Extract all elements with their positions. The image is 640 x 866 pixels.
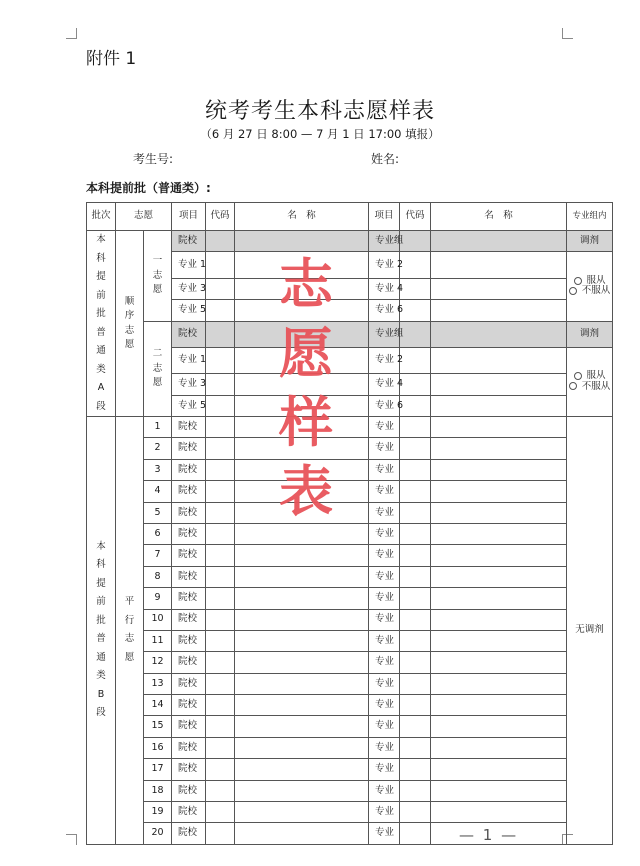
major-name-cell[interactable] bbox=[431, 609, 567, 630]
header-batch: 批次 bbox=[87, 203, 116, 231]
college-item-label: 院校 bbox=[172, 673, 206, 694]
major-group-item-label: 专业组 bbox=[369, 231, 400, 252]
college-item-label: 院校 bbox=[172, 759, 206, 780]
choice-order-cell bbox=[144, 231, 172, 322]
header-name-2: 名 称 bbox=[431, 203, 567, 231]
choice-number: 2 bbox=[144, 438, 172, 459]
major-item-label: 专业 4 bbox=[369, 278, 400, 299]
major-code-cell[interactable] bbox=[400, 278, 431, 299]
major-name-cell[interactable] bbox=[431, 438, 567, 459]
major-name-cell[interactable] bbox=[431, 673, 567, 694]
college-item-label: 院校 bbox=[172, 231, 206, 252]
college-item-label: 院校 bbox=[172, 566, 206, 587]
choice-number: 10 bbox=[144, 609, 172, 630]
college-item-label: 院校 bbox=[172, 609, 206, 630]
major-item-label: 专业 bbox=[369, 523, 400, 544]
major-code-cell[interactable] bbox=[206, 347, 235, 373]
choice-number: 8 bbox=[144, 566, 172, 587]
major-code-cell[interactable] bbox=[400, 652, 431, 673]
major-name-cell[interactable] bbox=[431, 502, 567, 523]
college-item-label: 院校 bbox=[172, 545, 206, 566]
major-code-cell[interactable] bbox=[400, 823, 431, 844]
b-choice-row bbox=[87, 802, 613, 823]
b-choice-row bbox=[87, 523, 613, 544]
college-code-cell[interactable] bbox=[206, 545, 235, 566]
crop-mark-bottom-left bbox=[66, 834, 77, 845]
major-code-cell[interactable] bbox=[400, 759, 431, 780]
major-name-cell[interactable] bbox=[431, 716, 567, 737]
college-name-cell[interactable] bbox=[235, 652, 369, 673]
major-item-label: 专业 4 bbox=[369, 374, 400, 395]
major-item-label: 专业 1 bbox=[172, 347, 206, 373]
choice-number: 13 bbox=[144, 673, 172, 694]
college-item-label: 院校 bbox=[172, 459, 206, 480]
college-item-label: 院校 bbox=[172, 502, 206, 523]
major-code-cell[interactable] bbox=[400, 395, 431, 416]
choice-number: 4 bbox=[144, 481, 172, 502]
college-item-label: 院校 bbox=[172, 523, 206, 544]
major-code-cell[interactable] bbox=[400, 566, 431, 587]
college-code-cell[interactable] bbox=[206, 502, 235, 523]
section-a-batch-cell bbox=[87, 231, 116, 417]
college-name-cell[interactable] bbox=[235, 609, 369, 630]
adjust-options-cell bbox=[567, 252, 613, 321]
choice-number: 12 bbox=[144, 652, 172, 673]
major-code-cell[interactable] bbox=[400, 523, 431, 544]
choice-number: 7 bbox=[144, 545, 172, 566]
college-code-cell[interactable] bbox=[206, 321, 235, 347]
major-item-label: 专业 bbox=[369, 630, 400, 651]
b-choice-row bbox=[87, 759, 613, 780]
major-name-cell[interactable] bbox=[431, 652, 567, 673]
major-code-cell[interactable] bbox=[400, 252, 431, 278]
college-item-label: 院校 bbox=[172, 417, 206, 438]
choice-number: 18 bbox=[144, 780, 172, 801]
major-code-cell[interactable] bbox=[400, 673, 431, 694]
major-code-cell[interactable] bbox=[400, 481, 431, 502]
major-group-code-cell[interactable] bbox=[400, 231, 431, 252]
major-name-cell[interactable] bbox=[431, 802, 567, 823]
b-choice-row bbox=[87, 673, 613, 694]
major-name-cell[interactable] bbox=[431, 780, 567, 801]
college-code-cell[interactable] bbox=[206, 438, 235, 459]
major-item-label: 专业 bbox=[369, 695, 400, 716]
major-item-label: 专业 bbox=[369, 652, 400, 673]
major-item-label: 专业 bbox=[369, 481, 400, 502]
b-choice-row bbox=[87, 716, 613, 737]
college-name-cell[interactable] bbox=[235, 802, 369, 823]
college-code-cell[interactable] bbox=[206, 481, 235, 502]
b-choice-row bbox=[87, 630, 613, 651]
choice-number: 5 bbox=[144, 502, 172, 523]
header-item: 项目 bbox=[172, 203, 206, 231]
college-name-cell[interactable] bbox=[235, 231, 369, 252]
major-name-cell[interactable] bbox=[431, 523, 567, 544]
watermark-stamp: 志愿样表 bbox=[279, 253, 333, 523]
major-name-cell[interactable] bbox=[431, 252, 567, 278]
adjust-option-decline[interactable] bbox=[567, 286, 612, 296]
adjust-option-label: 不服从 bbox=[581, 380, 611, 392]
major-item-label: 专业 bbox=[369, 802, 400, 823]
adjust-header-label: 调剂 bbox=[567, 231, 613, 252]
adjust-option-label: 服从 bbox=[586, 275, 606, 287]
major-item-label: 专业 bbox=[369, 438, 400, 459]
college-item-label: 院校 bbox=[172, 630, 206, 651]
choice-order-label: 一志愿 bbox=[152, 255, 163, 295]
major-item-label: 专业 bbox=[369, 502, 400, 523]
major-item-label: 专业 bbox=[369, 417, 400, 438]
major-item-label: 专业 3 bbox=[172, 278, 206, 299]
adjust-option-label: 不服从 bbox=[581, 285, 611, 297]
section-b-choice-type-cell bbox=[116, 417, 144, 845]
college-name-cell[interactable] bbox=[235, 737, 369, 758]
major-code-cell[interactable] bbox=[400, 417, 431, 438]
no-adjust-cell: 无调剂 bbox=[567, 417, 613, 845]
major-name-cell[interactable] bbox=[431, 759, 567, 780]
attachment-label: 附件 1 bbox=[86, 49, 137, 69]
radio-circle-icon[interactable] bbox=[569, 287, 577, 295]
major-item-label: 专业 3 bbox=[172, 374, 206, 395]
crop-mark-top-right bbox=[562, 28, 573, 39]
college-name-cell[interactable] bbox=[235, 566, 369, 587]
major-group-code-cell[interactable] bbox=[400, 321, 431, 347]
major-code-cell[interactable] bbox=[400, 459, 431, 480]
a-group-header-row bbox=[87, 231, 613, 252]
major-item-label: 专业 bbox=[369, 545, 400, 566]
college-code-cell[interactable] bbox=[206, 802, 235, 823]
college-code-cell[interactable] bbox=[206, 417, 235, 438]
college-item-label: 院校 bbox=[172, 737, 206, 758]
major-code-cell[interactable] bbox=[400, 737, 431, 758]
b-choice-row bbox=[87, 588, 613, 609]
major-name-cell[interactable] bbox=[431, 588, 567, 609]
choice-number: 6 bbox=[144, 523, 172, 544]
choice-order-label: 二志愿 bbox=[152, 348, 163, 388]
major-code-cell[interactable] bbox=[400, 588, 431, 609]
college-code-cell[interactable] bbox=[206, 231, 235, 252]
major-name-cell[interactable] bbox=[431, 395, 567, 416]
college-item-label: 院校 bbox=[172, 321, 206, 347]
college-item-label: 院校 bbox=[172, 716, 206, 737]
major-item-label: 专业 bbox=[369, 737, 400, 758]
college-item-label: 院校 bbox=[172, 802, 206, 823]
major-name-cell[interactable] bbox=[431, 630, 567, 651]
college-item-label: 院校 bbox=[172, 695, 206, 716]
crop-mark-top-left bbox=[66, 28, 77, 39]
major-name-cell[interactable] bbox=[431, 737, 567, 758]
major-code-cell[interactable] bbox=[400, 780, 431, 801]
college-code-cell[interactable] bbox=[206, 588, 235, 609]
major-group-name-cell[interactable] bbox=[431, 321, 567, 347]
major-item-label: 专业 5 bbox=[172, 395, 206, 416]
college-name-cell[interactable] bbox=[235, 545, 369, 566]
college-item-label: 院校 bbox=[172, 652, 206, 673]
college-code-cell[interactable] bbox=[206, 759, 235, 780]
major-name-cell[interactable] bbox=[431, 417, 567, 438]
b-choice-row bbox=[87, 609, 613, 630]
college-name-cell[interactable] bbox=[235, 780, 369, 801]
college-code-cell[interactable] bbox=[206, 609, 235, 630]
radio-circle-icon[interactable] bbox=[574, 277, 582, 285]
section-b-batch-cell bbox=[87, 417, 116, 845]
college-code-cell[interactable] bbox=[206, 823, 235, 844]
major-code-cell[interactable] bbox=[400, 438, 431, 459]
college-code-cell[interactable] bbox=[206, 652, 235, 673]
major-name-cell[interactable] bbox=[431, 300, 567, 321]
choice-number: 15 bbox=[144, 716, 172, 737]
major-code-cell[interactable] bbox=[400, 630, 431, 651]
college-item-label: 院校 bbox=[172, 780, 206, 801]
major-name-cell[interactable] bbox=[431, 545, 567, 566]
college-name-cell[interactable] bbox=[235, 759, 369, 780]
college-name-cell[interactable] bbox=[235, 695, 369, 716]
radio-circle-icon[interactable] bbox=[574, 372, 582, 380]
major-code-cell[interactable] bbox=[400, 609, 431, 630]
section-a-choice-type: 顺序志愿 bbox=[124, 295, 135, 350]
college-item-label: 院校 bbox=[172, 481, 206, 502]
major-item-label: 专业 bbox=[369, 716, 400, 737]
major-item-label: 专业 bbox=[369, 673, 400, 694]
header-code-2: 代码 bbox=[400, 203, 431, 231]
major-name-cell[interactable] bbox=[431, 566, 567, 587]
college-code-cell[interactable] bbox=[206, 523, 235, 544]
b-choice-row bbox=[87, 652, 613, 673]
adjust-options-cell bbox=[567, 347, 613, 416]
college-name-cell[interactable] bbox=[235, 523, 369, 544]
college-code-cell[interactable] bbox=[206, 673, 235, 694]
choice-number: 16 bbox=[144, 737, 172, 758]
major-item-label: 专业 5 bbox=[172, 300, 206, 321]
header-choice: 志愿 bbox=[116, 203, 172, 231]
radio-circle-icon[interactable] bbox=[569, 382, 577, 390]
choice-number: 17 bbox=[144, 759, 172, 780]
college-code-cell[interactable] bbox=[206, 716, 235, 737]
major-name-cell[interactable] bbox=[431, 347, 567, 373]
section-b-choice-type: 平行志愿 bbox=[124, 596, 135, 663]
major-item-label: 专业 1 bbox=[172, 252, 206, 278]
filing-period: （6 月 27 日 8:00 — 7 月 1 日 17:00 填报） bbox=[200, 127, 440, 141]
major-item-label: 专业 bbox=[369, 566, 400, 587]
adjust-option-decline[interactable] bbox=[567, 382, 612, 392]
college-code-cell[interactable] bbox=[206, 459, 235, 480]
choice-number: 11 bbox=[144, 630, 172, 651]
major-name-cell[interactable] bbox=[431, 374, 567, 395]
major-code-cell[interactable] bbox=[206, 395, 235, 416]
major-item-label: 专业 2 bbox=[369, 347, 400, 373]
college-code-cell[interactable] bbox=[206, 695, 235, 716]
major-code-cell[interactable] bbox=[400, 545, 431, 566]
major-name-cell[interactable] bbox=[431, 695, 567, 716]
header-name: 名 称 bbox=[235, 203, 369, 231]
choice-number: 19 bbox=[144, 802, 172, 823]
section-title: 本科提前批（普通类）: bbox=[86, 181, 211, 195]
major-item-label: 专业 2 bbox=[369, 252, 400, 278]
major-item-label: 专业 bbox=[369, 759, 400, 780]
major-code-cell[interactable] bbox=[206, 278, 235, 299]
adjust-option-label: 服从 bbox=[586, 370, 606, 382]
table-header-row bbox=[87, 203, 613, 231]
college-code-cell[interactable] bbox=[206, 566, 235, 587]
major-group-item-label: 专业组 bbox=[369, 321, 400, 347]
major-item-label: 专业 6 bbox=[369, 395, 400, 416]
choice-number: 20 bbox=[144, 823, 172, 844]
page-number: — 1 — bbox=[459, 826, 519, 844]
major-code-cell[interactable] bbox=[206, 300, 235, 321]
major-item-label: 专业 bbox=[369, 459, 400, 480]
college-item-label: 院校 bbox=[172, 588, 206, 609]
page-title: 统考考生本科志愿样表 bbox=[204, 99, 435, 124]
major-name-cell[interactable] bbox=[431, 481, 567, 502]
college-code-cell[interactable] bbox=[206, 630, 235, 651]
adjust-header-label: 调剂 bbox=[567, 321, 613, 347]
college-name-cell[interactable] bbox=[235, 630, 369, 651]
b-choice-row bbox=[87, 823, 613, 844]
choice-number: 3 bbox=[144, 459, 172, 480]
b-choice-row bbox=[87, 780, 613, 801]
major-code-cell[interactable] bbox=[400, 802, 431, 823]
major-code-cell[interactable] bbox=[400, 300, 431, 321]
college-item-label: 院校 bbox=[172, 823, 206, 844]
major-code-cell[interactable] bbox=[206, 252, 235, 278]
section-a-batch-label: 本科提前批普通类A段 bbox=[96, 234, 106, 412]
section-a-choice-type-cell bbox=[116, 231, 144, 417]
major-item-label: 专业 6 bbox=[369, 300, 400, 321]
major-code-cell[interactable] bbox=[400, 716, 431, 737]
major-name-cell[interactable] bbox=[431, 278, 567, 299]
major-name-cell[interactable] bbox=[431, 459, 567, 480]
college-code-cell[interactable] bbox=[206, 737, 235, 758]
section-b-batch-label: 本科提前批普通类B段 bbox=[96, 540, 106, 719]
exam-number-label: 考生号: bbox=[133, 152, 174, 166]
college-name-cell[interactable] bbox=[235, 823, 369, 844]
college-name-cell[interactable] bbox=[235, 716, 369, 737]
header-item-2: 项目 bbox=[369, 203, 400, 231]
header-code: 代码 bbox=[206, 203, 235, 231]
choice-number: 9 bbox=[144, 588, 172, 609]
major-code-cell[interactable] bbox=[400, 502, 431, 523]
major-item-label: 专业 bbox=[369, 588, 400, 609]
college-name-cell[interactable] bbox=[235, 673, 369, 694]
major-code-cell[interactable] bbox=[400, 695, 431, 716]
major-code-cell[interactable] bbox=[400, 347, 431, 373]
college-item-label: 院校 bbox=[172, 438, 206, 459]
major-code-cell[interactable] bbox=[206, 374, 235, 395]
major-group-name-cell[interactable] bbox=[431, 231, 567, 252]
b-choice-row bbox=[87, 737, 613, 758]
major-item-label: 专业 bbox=[369, 780, 400, 801]
choice-order-cell bbox=[144, 321, 172, 416]
b-choice-row bbox=[87, 545, 613, 566]
b-choice-row bbox=[87, 695, 613, 716]
college-code-cell[interactable] bbox=[206, 780, 235, 801]
major-code-cell[interactable] bbox=[400, 374, 431, 395]
header-within-major-group: 专业组内 bbox=[567, 203, 613, 231]
college-name-cell[interactable] bbox=[235, 588, 369, 609]
major-item-label: 专业 bbox=[369, 823, 400, 844]
choice-number: 1 bbox=[144, 417, 172, 438]
name-label: 姓名: bbox=[371, 152, 400, 166]
b-choice-row bbox=[87, 566, 613, 587]
major-item-label: 专业 bbox=[369, 609, 400, 630]
choice-number: 14 bbox=[144, 695, 172, 716]
